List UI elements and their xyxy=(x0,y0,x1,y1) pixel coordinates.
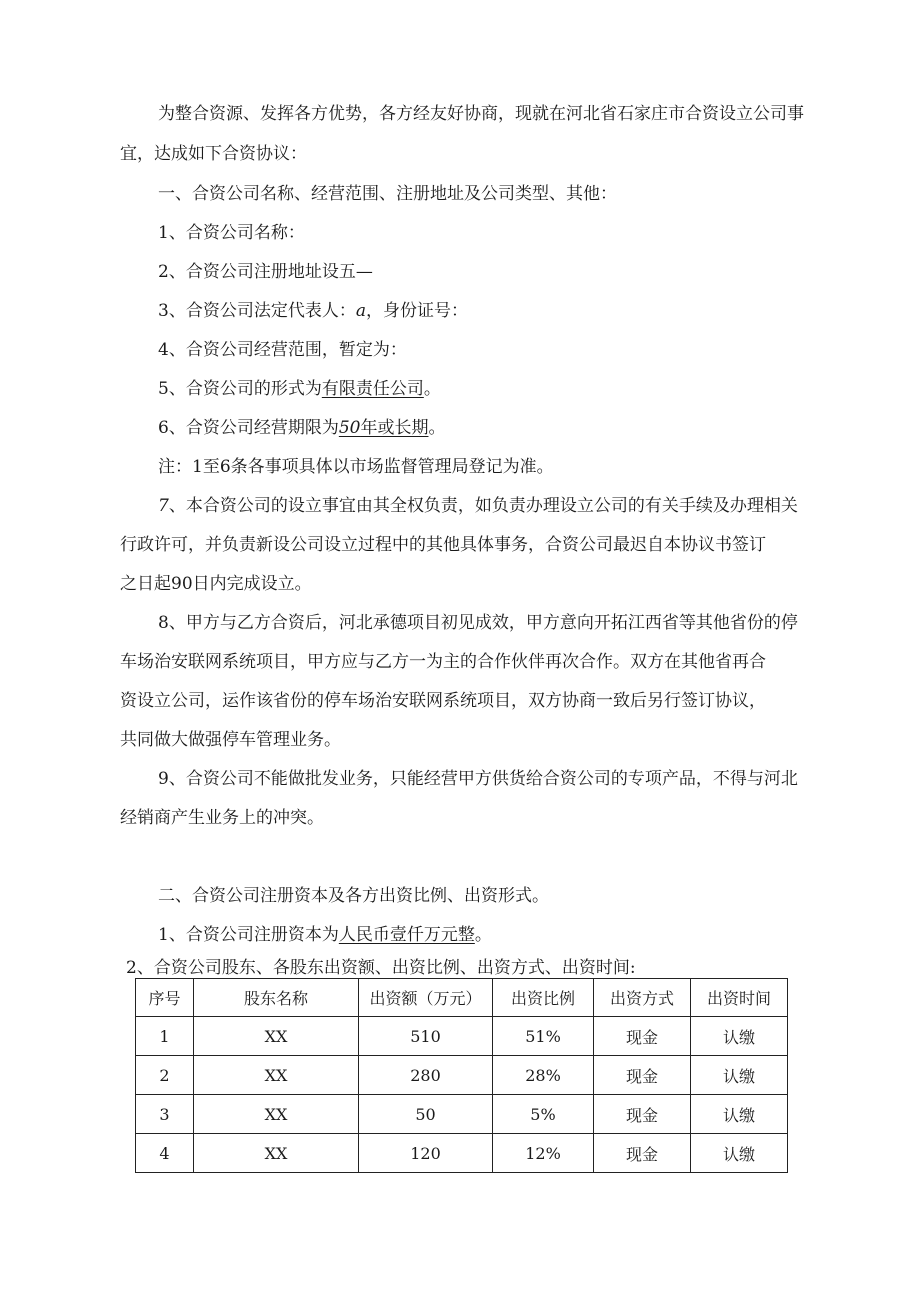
section1-item8-line4: 共同做大做强停车管理业务。 xyxy=(120,730,341,750)
section1-item7-line1 xyxy=(158,495,798,517)
header-ratio: 出资比例 xyxy=(493,979,594,1017)
header-amount: 出资额（万元） xyxy=(359,979,493,1017)
section2-item1 xyxy=(158,924,492,946)
cell-method: 现金 xyxy=(594,1056,691,1095)
section1-heading: 一、合资公司名称、经营范围、注册地址及公司类型、其他： xyxy=(158,184,617,204)
cell-shareholder: XX xyxy=(194,1134,359,1173)
table-row xyxy=(136,1095,788,1134)
shareholder-table xyxy=(135,978,788,1173)
cell-amount: 120 xyxy=(359,1134,493,1173)
section1-item4: 4、合资公司经营范围，暂定为： xyxy=(158,340,407,360)
section1-item8-line2: 车场治安联网系统项目，甲方应与乙方一为主的合作伙伴再次合作。双方在其他省再合 xyxy=(120,652,766,672)
cell-ratio: 12% xyxy=(493,1134,594,1173)
cell-time: 认缴 xyxy=(691,1056,788,1095)
item5-suffix: 。 xyxy=(423,379,441,399)
item3-var: a xyxy=(355,301,366,321)
cell-amount: 510 xyxy=(359,1017,493,1056)
cell-index: 4 xyxy=(136,1134,194,1173)
item6-suffix: 。 xyxy=(428,418,446,438)
item7-number: 7 xyxy=(158,496,169,516)
header-shareholder: 股东名称 xyxy=(194,979,359,1017)
section1-item1: 1、合资公司名称： xyxy=(158,223,305,243)
cell-index: 1 xyxy=(136,1017,194,1056)
item5-prefix: 5、合资公司的形式为 xyxy=(158,379,322,399)
cell-ratio: 51% xyxy=(493,1017,594,1056)
section2-heading: 二、合资公司注册资本及各方出资比例、出资形式。 xyxy=(158,886,549,906)
section1-item3 xyxy=(158,300,468,322)
section1-item8-line1: 8、甲方与乙方合资后，河北承德项目初见成效，甲方意向开拓江西省等其他省份的停 xyxy=(158,613,798,633)
header-index: 序号 xyxy=(136,979,194,1017)
capital-suffix: 。 xyxy=(474,925,492,945)
section1-item9-line2: 经销商产生业务上的冲突。 xyxy=(120,808,324,828)
capital-value: 人民币壹仟万元整 xyxy=(338,925,475,945)
cell-index: 2 xyxy=(136,1056,194,1095)
section1-item9-line1: 9、合资公司不能做批发业务，只能经营甲方供货给合资公司的专项产品，不得与河北 xyxy=(158,769,798,789)
cell-method: 现金 xyxy=(594,1095,691,1134)
cell-ratio: 5% xyxy=(493,1095,594,1134)
section1-item7-line3: 之日起90日内完成设立。 xyxy=(120,574,312,594)
header-time: 出资时间 xyxy=(691,979,788,1017)
section1-item5 xyxy=(158,378,441,400)
cell-time: 认缴 xyxy=(691,1134,788,1173)
cell-method: 现金 xyxy=(594,1017,691,1056)
section1-item8-line3: 资设立公司，运作该省份的停车场治安联网系统项目，双方协商一致后另行签订协议， xyxy=(120,691,766,711)
item7-text: 、本合资公司的设立事宜由其全权负责，如负责办理设立公司的有关手续及办理相关 xyxy=(168,496,798,516)
table-row xyxy=(136,1017,788,1056)
term-years-number: 50 xyxy=(338,418,361,438)
cell-ratio: 28% xyxy=(493,1056,594,1095)
capital-prefix: 1、合资公司注册资本为 xyxy=(158,925,339,945)
cell-index: 3 xyxy=(136,1095,194,1134)
header-method: 出资方式 xyxy=(594,979,691,1017)
table-row xyxy=(136,1134,788,1173)
table-row xyxy=(136,1056,788,1095)
section2-item2: 2、合资公司股东、各股东出资额、出资比例、出资方式、出资时间: xyxy=(126,958,636,978)
section1-item7-line2: 行政许可，并负责新设公司设立过程中的其他具体事务，合资公司最迟自本协议书签订 xyxy=(120,535,766,555)
cell-method: 现金 xyxy=(594,1134,691,1173)
item3-suffix: ，身份证号： xyxy=(365,301,468,321)
section1-item2: 2、合资公司注册地址设五— xyxy=(158,262,373,282)
term-value: 年或长期 xyxy=(360,418,429,438)
cell-time: 认缴 xyxy=(691,1095,788,1134)
item6-prefix: 6、合资公司经营期限为 xyxy=(158,418,339,438)
intro-line-1: 为整合资源、发挥各方优势，各方经友好协商，现就在河北省石家庄市合资设立公司事 xyxy=(158,104,804,124)
company-form-value: 有限责任公司 xyxy=(321,379,424,399)
cell-amount: 280 xyxy=(359,1056,493,1095)
item3-prefix: 3、合资公司法定代表人： xyxy=(158,301,356,321)
intro-line-2: 宜，达成如下合资协议： xyxy=(120,144,307,164)
cell-shareholder: XX xyxy=(194,1056,359,1095)
section1-item6 xyxy=(158,417,445,439)
cell-shareholder: XX xyxy=(194,1095,359,1134)
cell-shareholder: XX xyxy=(194,1017,359,1056)
cell-time: 认缴 xyxy=(691,1017,788,1056)
table-header-row xyxy=(136,979,788,1017)
section1-note: 注：1至6条各事项具体以市场监督管理局登记为准。 xyxy=(158,457,554,477)
cell-amount: 50 xyxy=(359,1095,493,1134)
